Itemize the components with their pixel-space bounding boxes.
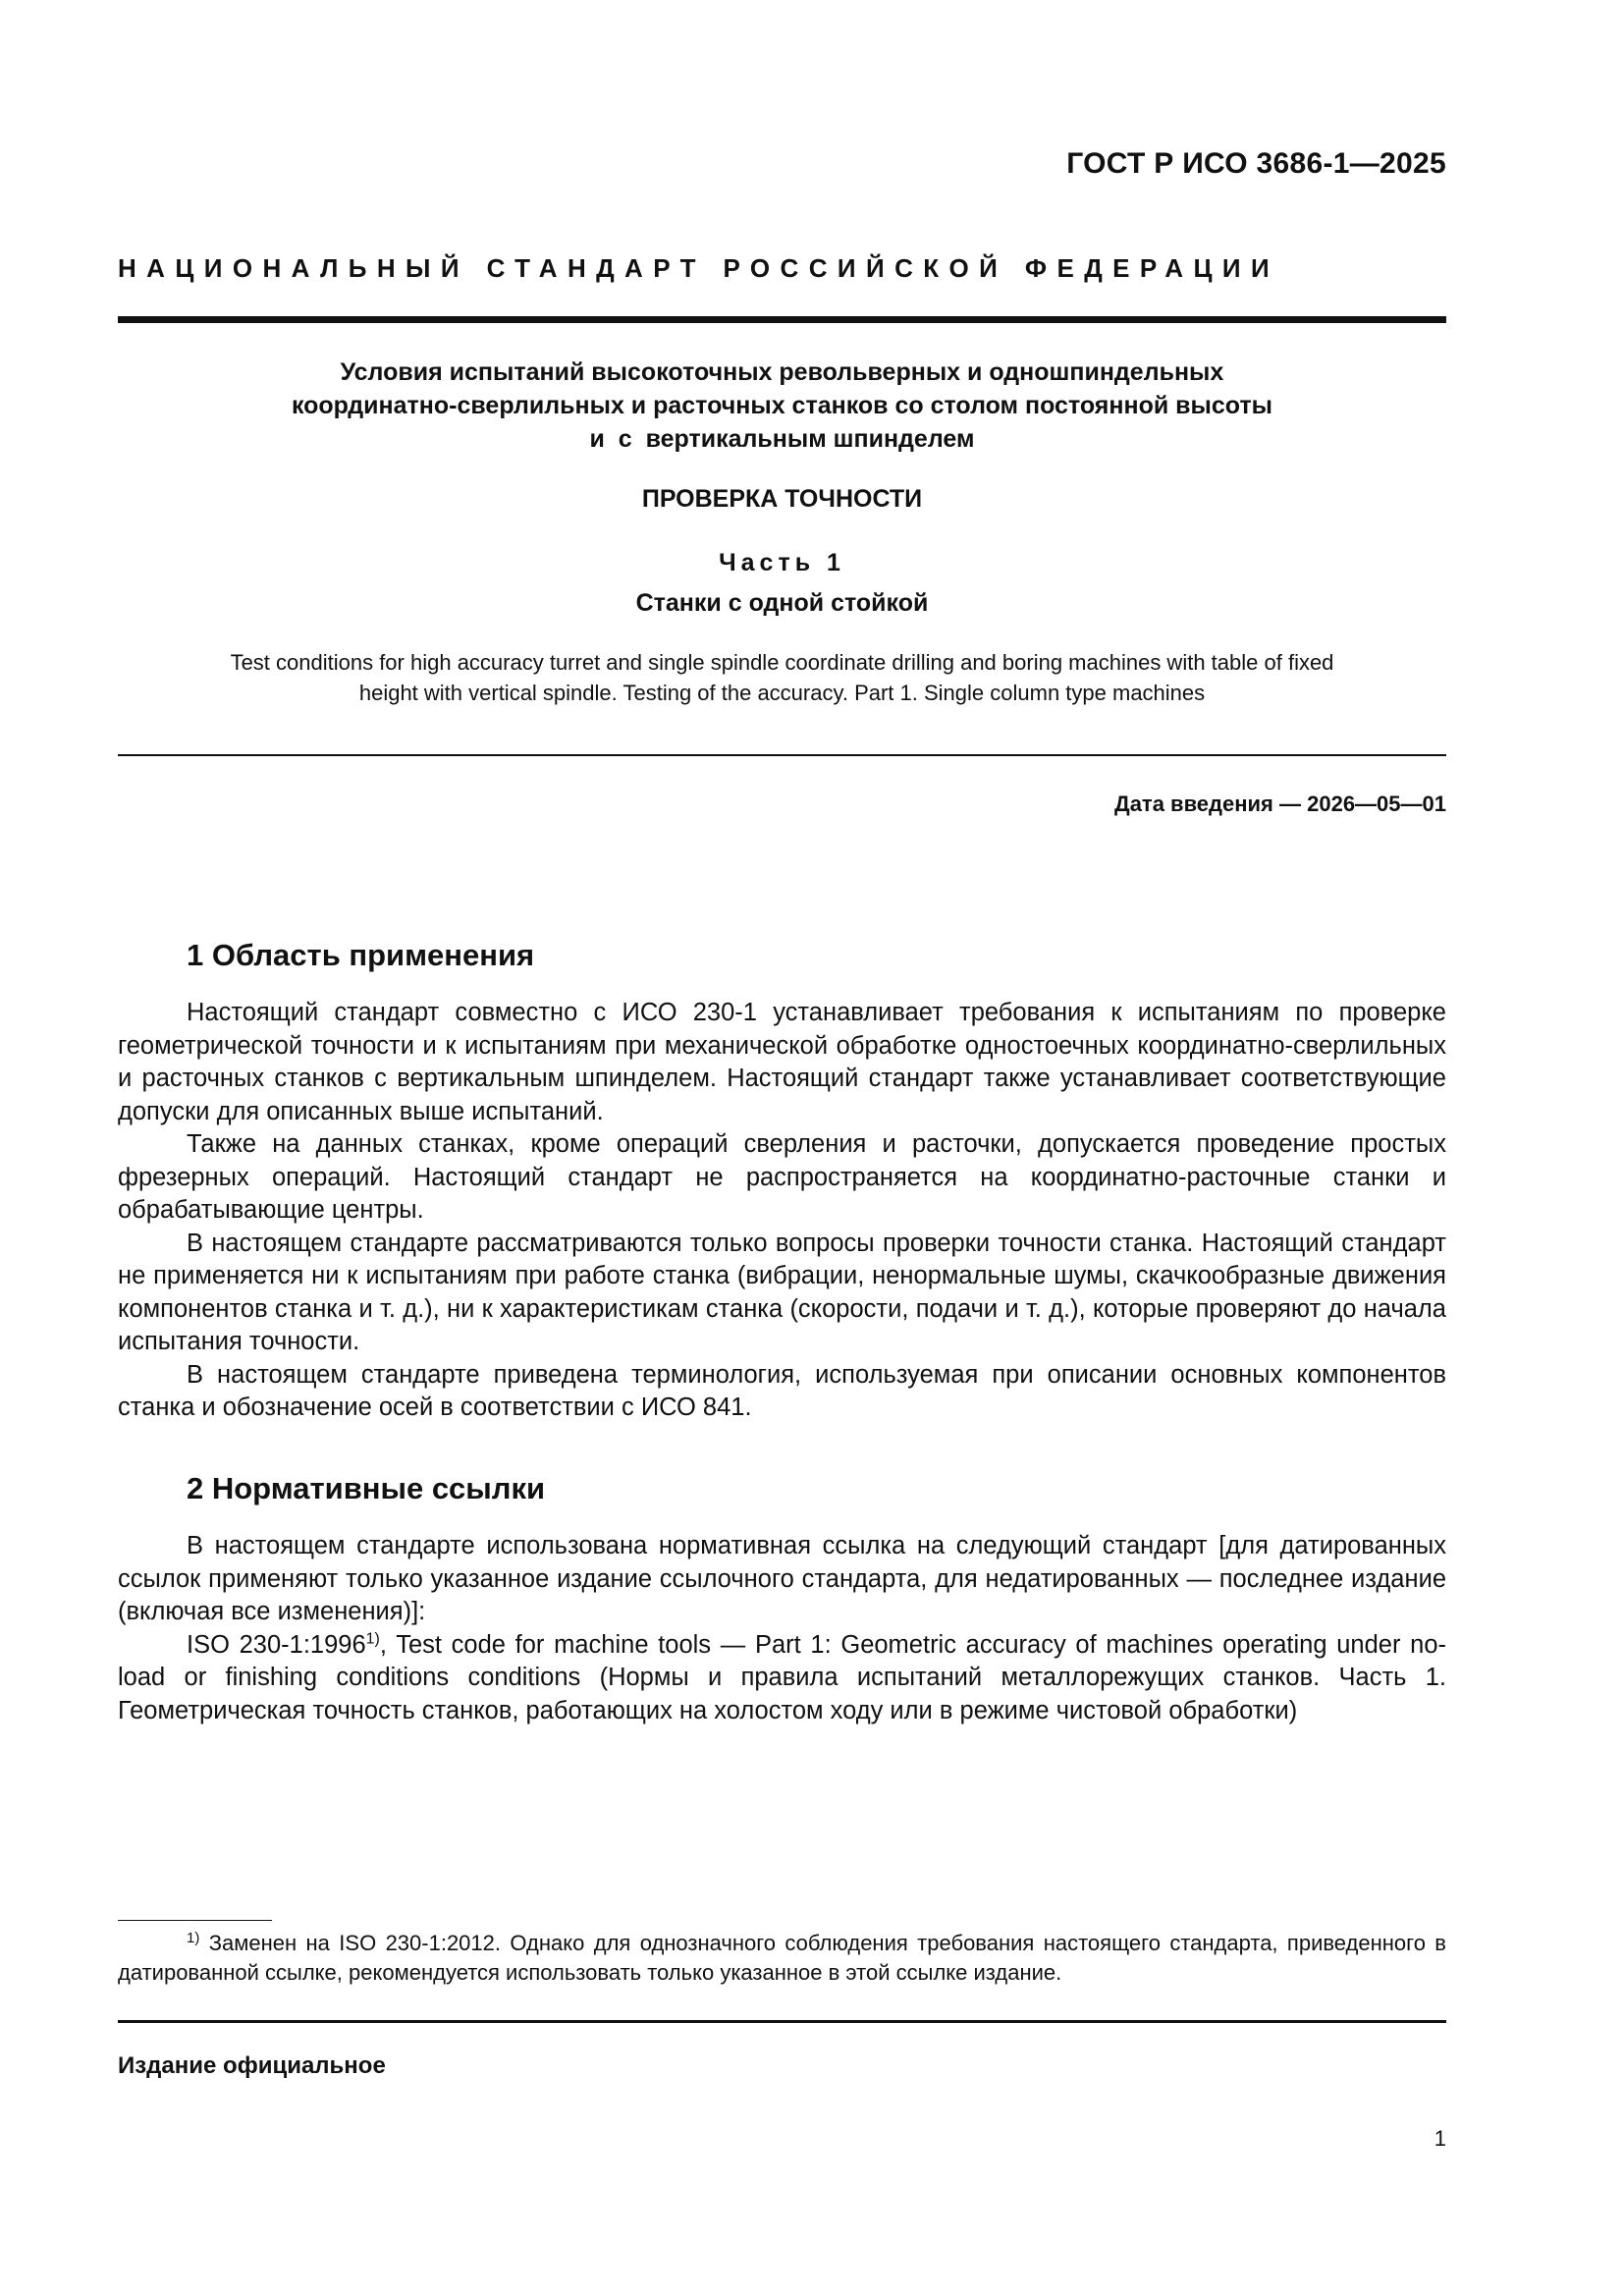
- section-1-paragraph: Также на данных станках, кроме операций сверления и расточки, допускается проведение простых фрезерных операций. Настоящий стандарт не распространяется на координатно-расточные станки и обрабатывающие центры.: [118, 1130, 1446, 1224]
- subtitle: ПРОВЕРКА ТОЧНОСТИ: [641, 485, 923, 513]
- english-title-line-2: height with vertical spindle. Testing of the accuracy. Part 1. Single column type machines: [358, 681, 1206, 705]
- footnote-mark: 1): [187, 1929, 200, 1946]
- title-line-1: Условия испытаний высокоточных револьверных и одношпиндельных: [340, 358, 1224, 386]
- title-line-2: координатно-сверлильных и расточных станков со столом постоянной высоты: [291, 392, 1273, 419]
- footnote: [118, 1929, 1446, 1988]
- part-label: Часть 1: [719, 549, 845, 576]
- section-1-paragraph: В настоящем стандарте приведена терминология, используемая при описании основных компонентов станка и обозначение осей в соответствии с ИСО 841.: [118, 1360, 1446, 1421]
- reference-title: , Test code for machine tools — Part 1: Geometric accuracy of machines operating under no-load or finishing conditions conditions (Нормы и правила испытаний металлорежущих станков. Часть 1. Геометрическая точность станков, работающих на холостом ходу или в режиме чистовой обработки): [118, 1630, 1446, 1724]
- part-title: Станки с одной стойкой: [635, 589, 929, 617]
- section-2-heading: 2 Нормативные ссылки: [187, 1471, 546, 1505]
- section-1-body: [118, 997, 1446, 1425]
- section-1-paragraph: Настоящий стандарт совместно с ИСО 230-1 устанавливает требования к испытаниям по проверке геометрической точности и к испытаниям при механической обработке одностоечных координатно-сверлильных и расточных станков с вертикальным шпинделем. Настоящий стандарт также устанавливает соответствующие допуски для описанных выше испытаний.: [118, 999, 1446, 1125]
- footnote-text: Заменен на ISO 230-1:2012. Однако для однозначного соблюдения требования настоящего стандарта, приведенного в датированной ссылке, рекомендуется использовать только указанное в этой ссылке издание.: [118, 1931, 1446, 1985]
- footnote-marker: 1): [365, 1630, 380, 1647]
- section-1-heading: 1 Область применения: [187, 938, 535, 972]
- section-2-body: [118, 1530, 1446, 1727]
- national-standard-banner: НАЦИОНАЛЬНЫЙ СТАНДАРТ РОССИЙСКОЙ ФЕДЕРАЦИИ: [118, 253, 1280, 283]
- title-line-3: и с вертикальным шпинделем: [589, 425, 975, 453]
- footnote-separator: [118, 1920, 272, 1921]
- official-edition-label: Издание официальное: [118, 2052, 386, 2079]
- english-title-line-1: Test conditions for high accuracy turret and single spindle coordinate drilling and boring machines with table of fixed: [230, 650, 1334, 675]
- title-block: [118, 355, 1446, 708]
- footer-divider: [118, 2020, 1446, 2023]
- header-divider: [118, 316, 1446, 323]
- normative-reference-entry: [118, 1629, 1446, 1728]
- page-number: 1: [1434, 2126, 1446, 2151]
- english-title: [118, 647, 1446, 708]
- title-divider: [118, 754, 1446, 756]
- date-of-introduction: Дата введения — 2026—05—01: [1114, 792, 1446, 816]
- section-1-paragraph: В настоящем стандарте рассматриваются только вопросы проверки точности станка. Настоящий стандарт не применяется ни к испытаниям при работе станка (вибрации, ненормальные шумы, скачкообразные движения компонентов станка и т. д.), ни к характеристикам станка (скорости, подачи и т. д.), которые проверяют до начала испытания точности.: [118, 1229, 1446, 1355]
- section-2-intro: В настоящем стандарте использована нормативная ссылка на следующий стандарт [для датированных ссылок применяют только указанное издание ссылочного стандарта, для недатированных — последнее издание (включая все изменения)]:: [118, 1532, 1446, 1625]
- standard-designation: ГОСТ Р ИСО 3686-1—2025: [1066, 147, 1446, 180]
- reference-code: ISO 230-1:1996: [187, 1630, 366, 1659]
